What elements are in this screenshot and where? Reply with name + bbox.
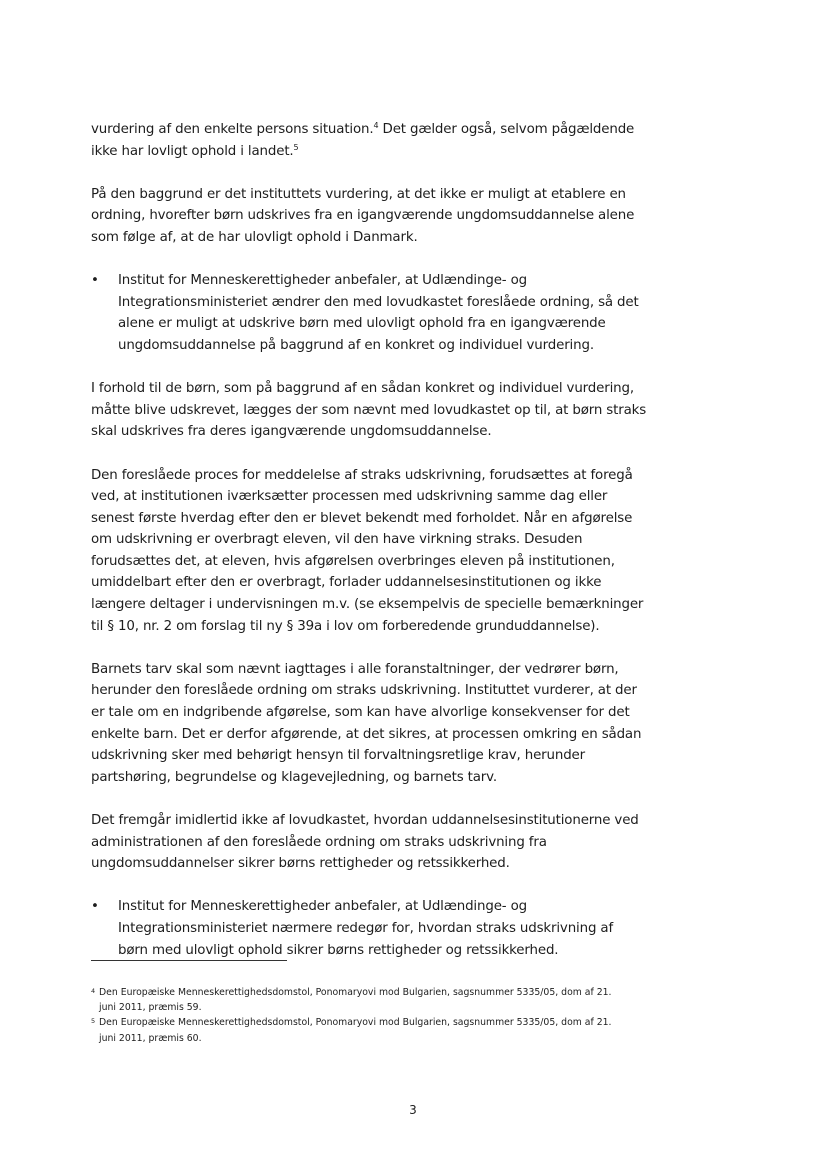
recommendation-bullet-1: [91, 270, 751, 356]
text-line: Integrationsministeriet ændrer den med lovudkastet foreslåede ordning, så det: [118, 294, 639, 310]
text-line: længere deltager i undervisningen m.v. (se eksempelvis de specielle bemærkninger: [91, 597, 644, 613]
text-line: Integrationsministeriet nærmere redegør for, hvordan straks udskrivning af: [118, 920, 614, 936]
text-line: forudsættes det, at eleven, hvis afgørelsen overbringes eleven på institutionen,: [91, 553, 615, 569]
text-line: herunder den foreslåede ordning om straks udskrivning. Instituttet vurderer, at der: [91, 683, 637, 699]
text-line: skal udskrives fra deres igangværende ungdomsuddannelse.: [91, 424, 492, 440]
paragraph-6: [91, 810, 751, 875]
text-line: Barnets tarv skal som nævnt iagttages i alle foranstaltninger, der vedrører børn,: [91, 661, 619, 677]
bullet-icon: •: [91, 899, 99, 915]
bullet-text: [118, 896, 751, 961]
footnote-line: juni 2011, præmis 59.: [99, 1002, 202, 1014]
recommendation-bullet-2: [91, 896, 751, 961]
text-line: til § 10, nr. 2 om forslag til ny § 39a i lov om forberedende grunduddannelse).: [91, 618, 600, 634]
footnote-line: Den Europæiske Menneskerettighedsdomstol, Ponomaryovi mod Bulgarien, sagsnummer 5335/05, dom af 21.: [99, 1017, 612, 1029]
paragraph-5: [91, 659, 751, 789]
text-line: måtte blive udskrevet, lægges der som nævnt med lovudkastet op til, at børn straks: [91, 402, 647, 418]
footnotes: [91, 985, 691, 1046]
footnote-line: Den Europæiske Menneskerettighedsdomstol, Ponomaryovi mod Bulgarien, sagsnummer 5335/05, dom af 21.: [99, 987, 612, 998]
text-line: umiddelbart efter den er overbragt, forlader uddannelsesinstitutionen og ikke: [91, 575, 602, 591]
bullet-icon: •: [91, 273, 99, 289]
text-line: Den foreslåede proces for meddelelse af straks udskrivning, forudsættes at foregå: [91, 467, 633, 483]
text-span: Det gælder også, selvom pågældende: [378, 122, 635, 137]
text-line: administrationen af den foreslåede ordning om straks udskrivning fra: [91, 834, 547, 850]
text-line: børn med ulovligt ophold sikrer børns rettigheder og retssikkerhed.: [118, 942, 559, 958]
text-span: ikke har lovligt ophold i landet.: [91, 143, 294, 159]
paragraph-2: [91, 184, 751, 249]
footnote-separator: [91, 960, 287, 961]
text-line: På den baggrund er det instituttets vurdering, at det ikke er muligt at etablere en: [91, 186, 626, 202]
footnote-4: 4 Den Europæiske Menneskerettighedsdomstol, Ponomaryovi mod Bulgarien, sagsnummer 5335/05, dom af 21. juni 2011, præmis 59.: [91, 985, 691, 1015]
text-span: vurdering af den enkelte persons situation.: [91, 122, 374, 137]
page-number: 3: [409, 1103, 417, 1117]
text-line: enkelte barn. Det er derfor afgørende, at det sikres, at processen omkring en sådan: [91, 726, 642, 742]
paragraph-4: [91, 465, 751, 638]
text-line: Institut for Menneskerettigheder anbefaler, at Udlændinge- og: [118, 273, 527, 289]
text-line: som følge af, at de har ulovligt ophold i Danmark.: [91, 229, 418, 245]
paragraph-3: [91, 378, 751, 443]
text-line: Institut for Menneskerettigheder anbefaler, at Udlændinge- og: [118, 899, 527, 915]
text-line: senest første hverdag efter den er blevet bekendt med forholdet. Når en afgørelse: [91, 510, 633, 526]
footnote-ref-5[interactable]: 5: [293, 142, 299, 152]
text-line: alene er muligt at udskrive børn med ulovligt ophold fra en igangværende: [118, 316, 606, 332]
text-line: partshøring, begrundelse og klagevejledning, og barnets tarv.: [91, 769, 497, 785]
text-line: ungdomsuddannelser sikrer børns rettigheder og retssikkerhed.: [91, 856, 510, 872]
paragraph-1: [91, 119, 751, 162]
text-line: om udskrivning er overbragt eleven, vil den have virkning straks. Desuden: [91, 532, 583, 548]
text-line: ved, at institutionen iværksætter processen med udskrivning samme dag eller: [91, 489, 608, 505]
text-line: Det fremgår imidlertid ikke af lovudkastet, hvordan uddannelsesinstitutionerne ved: [91, 813, 639, 828]
footnote-line: juni 2011, præmis 60.: [99, 1032, 202, 1044]
text-line: udskrivning sker med behørigt hensyn til forvaltningsretlige krav, herunder: [91, 748, 585, 764]
text-line: I forhold til de børn, som på baggrund af en sådan konkret og individuel vurdering,: [91, 381, 634, 397]
text-line: ordning, hvorefter børn udskrives fra en igangværende ungdomsuddannelse alene: [91, 208, 635, 224]
text-line: [91, 119, 751, 141]
text-line: [91, 141, 751, 163]
text-line: ungdomsuddannelse på baggrund af en konkret og individuel vurdering.: [118, 337, 594, 353]
bullet-text: [118, 270, 751, 356]
text-line: er tale om en indgribende afgørelse, som kan have alvorlige konsekvenser for det: [91, 705, 630, 721]
footnote-5: 5 Den Europæiske Menneskerettighedsdomstol, Ponomaryovi mod Bulgarien, sagsnummer 5335/05, dom af 21. juni 2011, præmis 60.: [91, 1015, 691, 1045]
footnote-ref-4[interactable]: 4: [373, 121, 379, 130]
document-body: [91, 119, 751, 983]
